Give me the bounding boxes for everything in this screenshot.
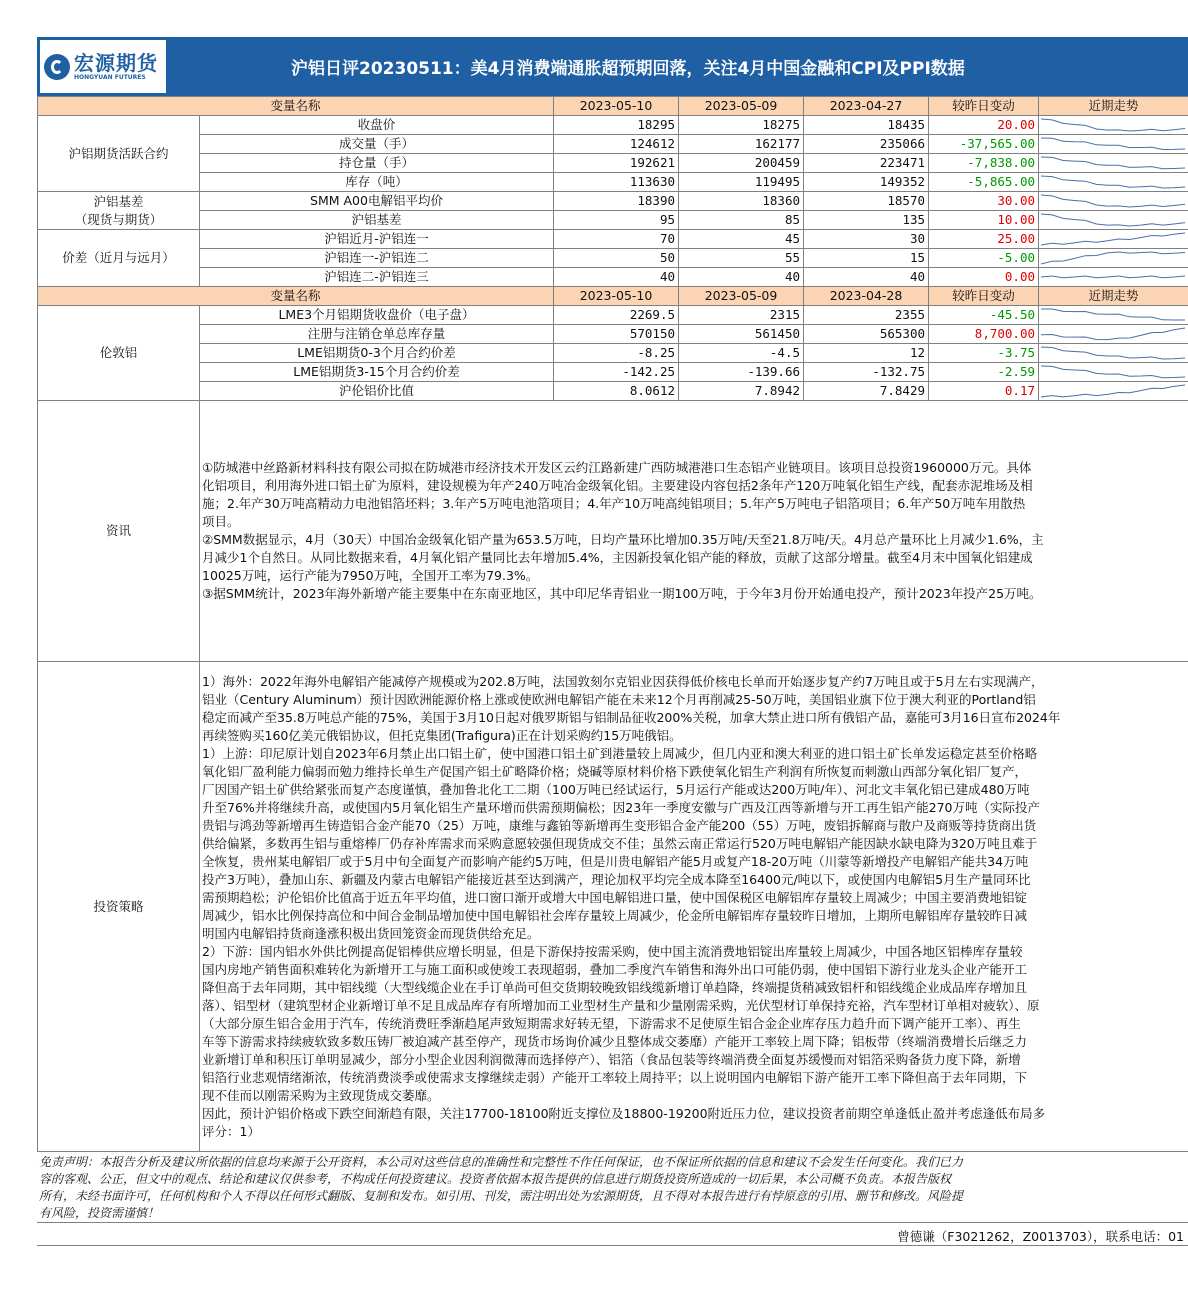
strategy-line: 1）海外：2022年海外电解铝产能减停产规模或为202.8万吨，法国敦刻尔克铝业因获得低价核电长单而开始逐步复产约7万吨且或于5月左右实现满产， [202, 673, 1044, 689]
strategy-line: 供给偏紧，多数再生铝与重熔棒厂仍存补库需求而采购意愿较强但现货成交不佳；虽然云南正常运行520万吨电解铝产能因缺水缺电降为320万吨且难于 [202, 835, 1038, 851]
report-title: 沪铝日评20230511：美4月消费端通胀超预期回落，关注4月中国金融和CPI及PPI数据 [291, 59, 965, 79]
value-date-3: 12 [804, 344, 929, 363]
news-line: 施；2.年产30万吨高精动力电池铝箔坯料；3.年产5万吨电池箔项目；4.年产10万吨高纯铝项目；5.年产5万吨电子铝箔项目；6.年产50万吨车用散热 [202, 496, 1026, 511]
value-date-1: -8.25 [554, 344, 679, 363]
strategy-line: 需预期趋松；沪伦铝价比值高于近五年平均值，进口窗口渐开或增大中国电解铝进口量，使中国保税区电解铝库存量较上周减少；中国主要消费地铝锭 [202, 889, 1028, 905]
value-date-3: -132.75 [804, 363, 929, 382]
strategy-line: 氧化铝厂盈利能力偏弱而勉力维持长单生产促国产铝土矿略降价格；烧碱等原材料价格下跌使氧化铝生产利润有所恢复而刺激山西部分氧化铝厂复产， [202, 763, 1028, 779]
header-col-5: 近期走势 [1039, 287, 1188, 306]
value-date-1: 113630 [554, 173, 679, 192]
trend-sparkline [1039, 249, 1188, 268]
value-date-2: -139.66 [679, 363, 804, 382]
analyst-contact: 曾德谦（F3021262，Z0013703），联系电话：01 [37, 1223, 1188, 1246]
logo-name-en: HONGYUAN FUTURES [74, 73, 146, 81]
trend-sparkline [1039, 211, 1188, 230]
header-col-1: 2023-05-10 [554, 97, 679, 116]
daily-change: 20.00 [929, 116, 1039, 135]
strategy-line: 2）下游：国内铝水外供比例提高促铝棒供应增长明显，但是下游保持按需采购，使中国主流消费地铝锭出库量较上周减少，中国各地区铝棒库存量较 [202, 943, 1023, 959]
news-line: 月减少1个自然日。从同比数据来看，4月氧化铝产量同比去年增加5.4%，主因新投氧化铝产能的释放，贡献了这部分增量。截至4月末中国氧化铝建成 [202, 550, 1033, 565]
strategy-line: 1）上游：印尼原计划自2023年6月禁止出口铝土矿，使中国港口铝土矿到港量较上周减少，但几内亚和澳大利亚的进口铝土矿长单发运稳定甚至价格略 [202, 745, 1038, 761]
table-row [38, 192, 1188, 211]
header-variable-name: 变量名称 [38, 97, 554, 116]
strategy-text [200, 662, 1188, 1152]
value-date-3: 40 [804, 268, 929, 287]
daily-change: 8,700.00 [929, 325, 1039, 344]
report-header [37, 37, 1188, 96]
value-date-2: -4.5 [679, 344, 804, 363]
value-date-1: 50 [554, 249, 679, 268]
value-date-2: 200459 [679, 154, 804, 173]
value-date-1: 18295 [554, 116, 679, 135]
strategy-line: 明国内电解铝持货商逢涨积极出货回笼资金而现货供给充足。 [202, 925, 540, 941]
daily-change: -5,865.00 [929, 173, 1039, 192]
daily-change: -7,838.00 [929, 154, 1039, 173]
news-line: ②SMM数据显示，4月（30天）中国冶金级氧化铝产量为653.5万吨，日均产量环比增加0.35万吨/天至21.8万吨/天。4月总产量环比上月减少1.6%，主 [202, 532, 1044, 547]
header-variable-name: 变量名称 [38, 287, 554, 306]
value-date-1: 2269.5 [554, 306, 679, 325]
category-label: 价差（近月与远月） [38, 230, 200, 287]
value-date-3: 30 [804, 230, 929, 249]
company-logo [40, 40, 166, 93]
strategy-line: 业新增订单和积压订单明显减少，部分小型企业因利润微薄而选择停产）、铝箔（食品包装等终端消费全面复苏缓慢而对铝箔采购备货力度下降，新增 [202, 1051, 1021, 1067]
trend-sparkline [1039, 154, 1188, 173]
variable-label: 沪铝近月-沪铝连一 [200, 230, 554, 249]
strategy-line: 厂因国产铝土矿供给紧张而复产态度谨慎，叠加鲁北化工二期（100万吨已经试运行，5月运行产能或达200万吨/年）、河北文丰氧化铝已建成480万吨 [202, 781, 1030, 797]
strategy-line: 铝业（Century Aluminum）预计因欧洲能源价格上涨或使欧洲电解铝产能在未来12个月再削减25-50万吨，美国铝业旗下位于澳大利亚的Portland铝 [202, 691, 1036, 707]
value-date-1: 192621 [554, 154, 679, 173]
disclaimer [37, 1152, 1188, 1223]
variable-label: LME铝期货0-3个月合约价差 [200, 344, 554, 363]
report-page [37, 37, 1188, 1246]
strategy-line: 评分：1） [202, 1123, 260, 1139]
news-line: 化铝项目，利用海外进口铝土矿为原料，建设规模为年产240万吨冶金级氧化铝。主要建设内容包括2条年产120万吨氧化铝生产线，配套赤泥堆场及相 [202, 478, 1033, 493]
daily-change: -2.59 [929, 363, 1039, 382]
strategy-line: 降但高于去年同期，其中铝线缆（大型线缆企业在手订单尚可但交货期较晚致铝线缆新增订单趋降，终端提货稍减致铝杆和铝线缆企业成品库存增加且 [202, 979, 1028, 995]
value-date-1: 70 [554, 230, 679, 249]
news-text [200, 401, 1188, 662]
trend-sparkline [1039, 382, 1188, 401]
strategy-line: 升至76%并将继续升高，或使国内5月氧化铝生产量环增而供需预期偏松；因23年一季度安徽与广西及江西等新增与开工再生铝产能270万吨（实际投产 [202, 799, 1041, 815]
strategy-line: 全恢复，贵州某电解铝厂或于5月中旬全面复产而影响产能约5万吨，但是川贵电解铝产能5月或复产18-20万吨（川蒙等新增投产电解铝产能共34万吨 [202, 853, 1029, 869]
table-row [38, 211, 1188, 230]
value-date-3: 18570 [804, 192, 929, 211]
header-col-1: 2023-05-10 [554, 287, 679, 306]
table-row [38, 325, 1188, 344]
strategy-line: 贵铝与鸿劲等新增再生铸造铝合金产能70（25）万吨，康维与鑫铂等新增再生变形铝合金产能200（55）万吨，废铝拆解商与散户及商贩等持货商出货 [202, 817, 1037, 833]
trend-sparkline [1039, 192, 1188, 211]
header-col-2: 2023-05-09 [679, 97, 804, 116]
strategy-label: 投资策略 [38, 662, 200, 1152]
value-date-3: 565300 [804, 325, 929, 344]
trend-sparkline [1039, 344, 1188, 363]
trend-sparkline [1039, 173, 1188, 192]
news-line: ①防城港中丝路新材料科技有限公司拟在防城港市经济技术开发区云约江路新建广西防城港港口生态铝产业链项目。该项目总投资1960000万元。具体 [202, 460, 1032, 475]
header-col-5: 近期走势 [1039, 97, 1188, 116]
daily-change: 10.00 [929, 211, 1039, 230]
trend-sparkline [1039, 116, 1188, 135]
table-row [38, 363, 1188, 382]
logo-name-cn: 宏源期货 [74, 50, 158, 75]
variable-label: 收盘价 [200, 116, 554, 135]
value-date-3: 223471 [804, 154, 929, 173]
daily-change: -45.50 [929, 306, 1039, 325]
daily-change: 0.00 [929, 268, 1039, 287]
category-label: 伦敦铝 [38, 306, 200, 401]
value-date-3: 149352 [804, 173, 929, 192]
table-row [38, 268, 1188, 287]
value-date-2: 18360 [679, 192, 804, 211]
table-header-row [38, 97, 1188, 116]
variable-label: 注册与注销仓单总库存量 [200, 325, 554, 344]
strategy-line: （大部分原生铝合金用于汽车，传统消费旺季渐趋尾声致短期需求好转无望，下游需求不足使原生铝合金企业库存压力趋升而下调产能开工率）、再生 [202, 1015, 1021, 1031]
strategy-line: 因此，预计沪铝价格或下跌空间渐趋有限，关注17700-18100附近支撑位及18800-19200附近压力位，建议投资者前期空单逢低止盈并考虑逢低布局多 [202, 1105, 1046, 1121]
strategy-line: 落）、铝型材（建筑型材企业新增订单不足且成品库存有所增加而工业型材生产量和少量刚需采购，光伏型材订单保持充裕，汽车型材订单相对疲软）、原 [202, 997, 1040, 1013]
value-date-3: 2355 [804, 306, 929, 325]
data-table [37, 96, 1188, 1152]
trend-sparkline [1039, 230, 1188, 249]
daily-change: 30.00 [929, 192, 1039, 211]
value-date-1: 40 [554, 268, 679, 287]
category-label: 沪铝期货活跃合约 [38, 116, 200, 192]
table-row [38, 173, 1188, 192]
daily-change: -5.00 [929, 249, 1039, 268]
variable-label: LME铝期货3-15个月合约价差 [200, 363, 554, 382]
category-label-line: （现货与期货） [74, 211, 163, 227]
value-date-1: 18390 [554, 192, 679, 211]
value-date-2: 7.8942 [679, 382, 804, 401]
disclaimer-line: 所有，未经书面许可，任何机构和个人不得以任何形式翻版、复制和发布。如引用、刊发，需注明出处为宏源期货，且不得对本报告进行有悖原意的引用、删节和修改。风险提 [39, 1189, 964, 1203]
value-date-2: 45 [679, 230, 804, 249]
value-date-3: 18435 [804, 116, 929, 135]
category-label [38, 192, 200, 230]
table-row [38, 230, 1188, 249]
daily-change: 25.00 [929, 230, 1039, 249]
table-header-row [38, 287, 1188, 306]
value-date-2: 55 [679, 249, 804, 268]
variable-label: 成交量（手） [200, 135, 554, 154]
news-line: 10025万吨，运行产能为7950万吨，全国开工率为79.3%。 [202, 568, 539, 583]
value-date-2: 119495 [679, 173, 804, 192]
value-date-2: 85 [679, 211, 804, 230]
news-line: ③据SMM统计，2023年海外新增产能主要集中在东南亚地区，其中印尼华青铝业一期100万吨，于今年3月份开始通电投产，预计2023年投产25万吨。 [202, 586, 1042, 601]
daily-change: 0.17 [929, 382, 1039, 401]
strategy-line: 周减少，铝水比例保持高位和中间合金制品增加使中国电解铝社会库存量较上周减少，伦金所电解铝库存量较昨日增加，上期所电解铝库存量较昨日减 [202, 907, 1028, 923]
header-col-3: 2023-04-28 [804, 287, 929, 306]
table-row [38, 344, 1188, 363]
variable-label: LME3个月铝期货收盘价（电子盘） [200, 306, 554, 325]
variable-label: 库存（吨） [200, 173, 554, 192]
table-row [38, 116, 1188, 135]
disclaimer-line: 容的客观、公正，但文中的观点、结论和建议仅供参考，不构成任何投资建议。投资者依据本报告提供的信息进行期货投资所造成的一切后果，本公司概不负责。本报告版权 [39, 1172, 952, 1186]
trend-sparkline [1039, 306, 1188, 325]
variable-label: 沪铝连二-沪铝连三 [200, 268, 554, 287]
value-date-3: 15 [804, 249, 929, 268]
value-date-3: 135 [804, 211, 929, 230]
value-date-1: 8.0612 [554, 382, 679, 401]
value-date-2: 561450 [679, 325, 804, 344]
variable-label: 沪铝基差 [200, 211, 554, 230]
value-date-1: -142.25 [554, 363, 679, 382]
value-date-1: 95 [554, 211, 679, 230]
header-col-2: 2023-05-09 [679, 287, 804, 306]
header-col-3: 2023-04-27 [804, 97, 929, 116]
header-col-4: 较昨日变动 [929, 287, 1039, 306]
table-row [38, 135, 1188, 154]
logo-mark-icon [44, 54, 70, 80]
disclaimer-line: 免责声明：本报告分析及建议所依据的信息均来源于公开资料，本公司对这些信息的准确性和完整性不作任何保证，也不保证所依据的信息和建议不会发生任何变化。我们已力 [39, 1155, 964, 1169]
strategy-line: 投产3万吨），叠加山东、新疆及内蒙古电解铝产能接近甚至达到满产，理论加权平均完全成本降至16400元/吨以下，或使国内电解铝5月生产量同环比 [202, 871, 1031, 887]
variable-label: 沪铝连一-沪铝连二 [200, 249, 554, 268]
value-date-1: 570150 [554, 325, 679, 344]
strategy-line: 国内房地产销售面积难转化为新增开工与施工面积或使竣工表现超弱，叠加二季度汽车销售和海外出口可能仍弱，使中国铝下游行业龙头企业产能开工 [202, 961, 1028, 977]
news-line: 项目。 [202, 514, 240, 529]
value-date-2: 162177 [679, 135, 804, 154]
value-date-2: 40 [679, 268, 804, 287]
trend-sparkline [1039, 363, 1188, 382]
trend-sparkline [1039, 135, 1188, 154]
strategy-line: 现不佳而以刚需采购为主致现货成交萎靡。 [202, 1087, 440, 1103]
value-date-1: 124612 [554, 135, 679, 154]
table-row [38, 154, 1188, 173]
trend-sparkline [1039, 325, 1188, 344]
value-date-3: 235066 [804, 135, 929, 154]
table-row [38, 249, 1188, 268]
news-label: 资讯 [38, 401, 200, 662]
daily-change: -37,565.00 [929, 135, 1039, 154]
strategy-line: 铝箔行业悲观情绪渐浓，传统消费淡季或使需求支撑继续走弱）产能开工率较上周持平；以上说明国内电解铝下游产能开工率下降但高于去年同期，下 [202, 1069, 1028, 1085]
variable-label: 持仓量（手） [200, 154, 554, 173]
category-label-line: 沪铝基差 [93, 193, 144, 209]
table-row [38, 306, 1188, 325]
value-date-3: 7.8429 [804, 382, 929, 401]
trend-sparkline [1039, 268, 1188, 287]
disclaimer-line: 有风险，投资需谨慎！ [39, 1206, 160, 1220]
value-date-2: 18275 [679, 116, 804, 135]
strategy-line: 车等下游需求持续疲软致多数压铸厂被迫减产甚至停产，现货市场询价减少且整体成交萎靡）产能开工率较上周下降；铝板带（终端消费增长后继乏力 [202, 1033, 1028, 1049]
strategy-line: 稳定而减产至35.8万吨总产能的75%，美国于3月10日起对俄罗斯铝与铝制品征收200%关税，加拿大禁止进口所有俄铝产品，嘉能可3月16日宣布2024年 [202, 709, 1061, 725]
variable-label: SMM A00电解铝平均价 [200, 192, 554, 211]
strategy-line: 再续签购买160亿美元俄铝协议，但托克集团(Trafigura)正在计划采购约15万吨俄铝。 [202, 727, 682, 743]
table-row [38, 382, 1188, 401]
daily-change: -3.75 [929, 344, 1039, 363]
header-col-4: 较昨日变动 [929, 97, 1039, 116]
value-date-2: 2315 [679, 306, 804, 325]
variable-label: 沪伦铝价比值 [200, 382, 554, 401]
